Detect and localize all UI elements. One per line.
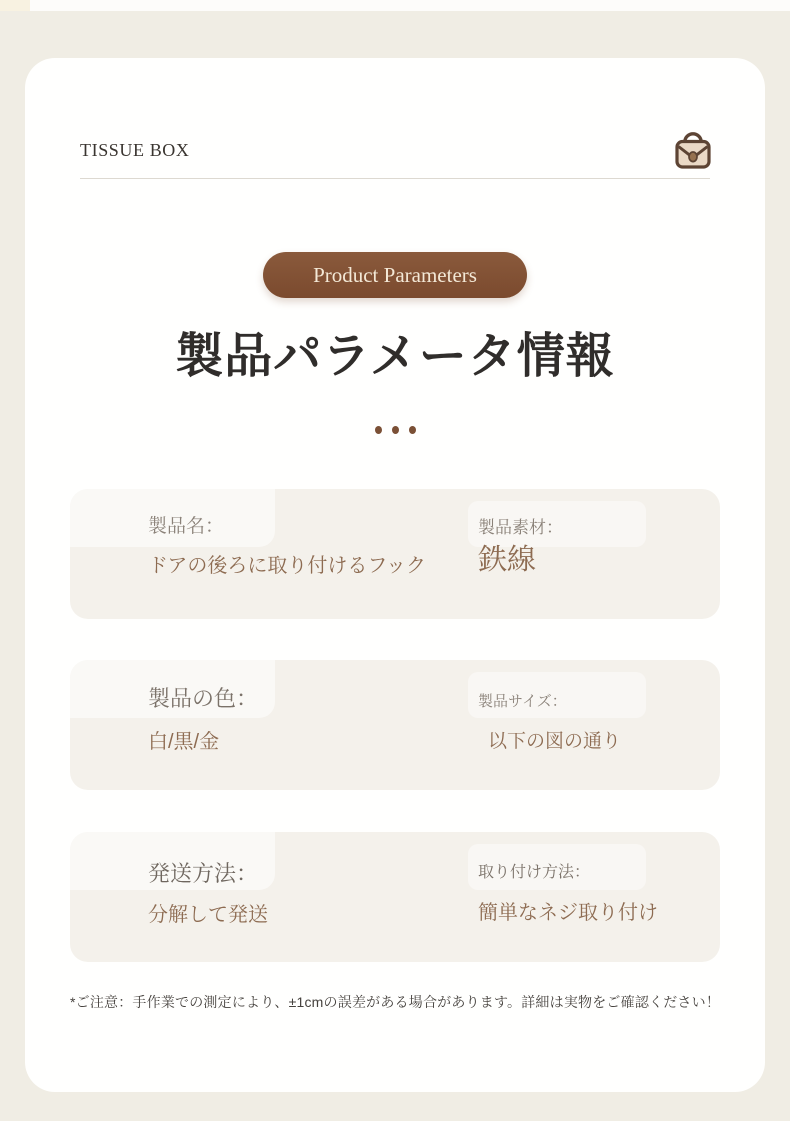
info-card-name-material <box>70 489 720 619</box>
shipping-method-value: 分解して発送 <box>148 904 268 926</box>
product-name-label: 製品名： <box>148 516 225 537</box>
product-size-label: 製品サイズ： <box>478 693 567 710</box>
page-title: 製品パラメータ情報 <box>175 330 615 383</box>
product-color-value: 白/黒/金 <box>148 731 220 753</box>
product-name-value: ドアの後ろに取り付けるフック <box>148 555 426 577</box>
top-strip-accent <box>0 0 30 11</box>
dots-decoration <box>25 426 765 434</box>
brand-title: TISSUE BOX <box>80 140 190 160</box>
content-sheet <box>25 58 765 1092</box>
install-method-label: 取り付け方法： <box>478 864 591 881</box>
info-card-shipping-install <box>70 832 720 962</box>
header-divider <box>80 178 710 179</box>
handbag-icon <box>670 127 716 173</box>
product-material-label: 製品素材： <box>478 518 563 537</box>
top-strip <box>0 0 790 11</box>
install-method-value: 簡単なネジ取り付け <box>478 902 658 924</box>
product-color-label: 製品の色： <box>148 686 259 711</box>
dot-icon <box>392 426 399 434</box>
dot-icon <box>409 426 416 434</box>
dot-icon <box>375 426 382 434</box>
product-size-value: 以下の図の通り <box>488 731 622 752</box>
info-card-color-size <box>70 660 720 790</box>
disclaimer-note: *ご注意：手作業での測定により、±1cmの誤差がある場合があります。詳細は実物をご確認ください！ <box>69 994 721 1010</box>
shipping-method-label: 発送方法： <box>148 861 259 886</box>
section-pill: Product Parameters <box>263 252 527 298</box>
product-material-value: 鉄線 <box>478 544 537 576</box>
